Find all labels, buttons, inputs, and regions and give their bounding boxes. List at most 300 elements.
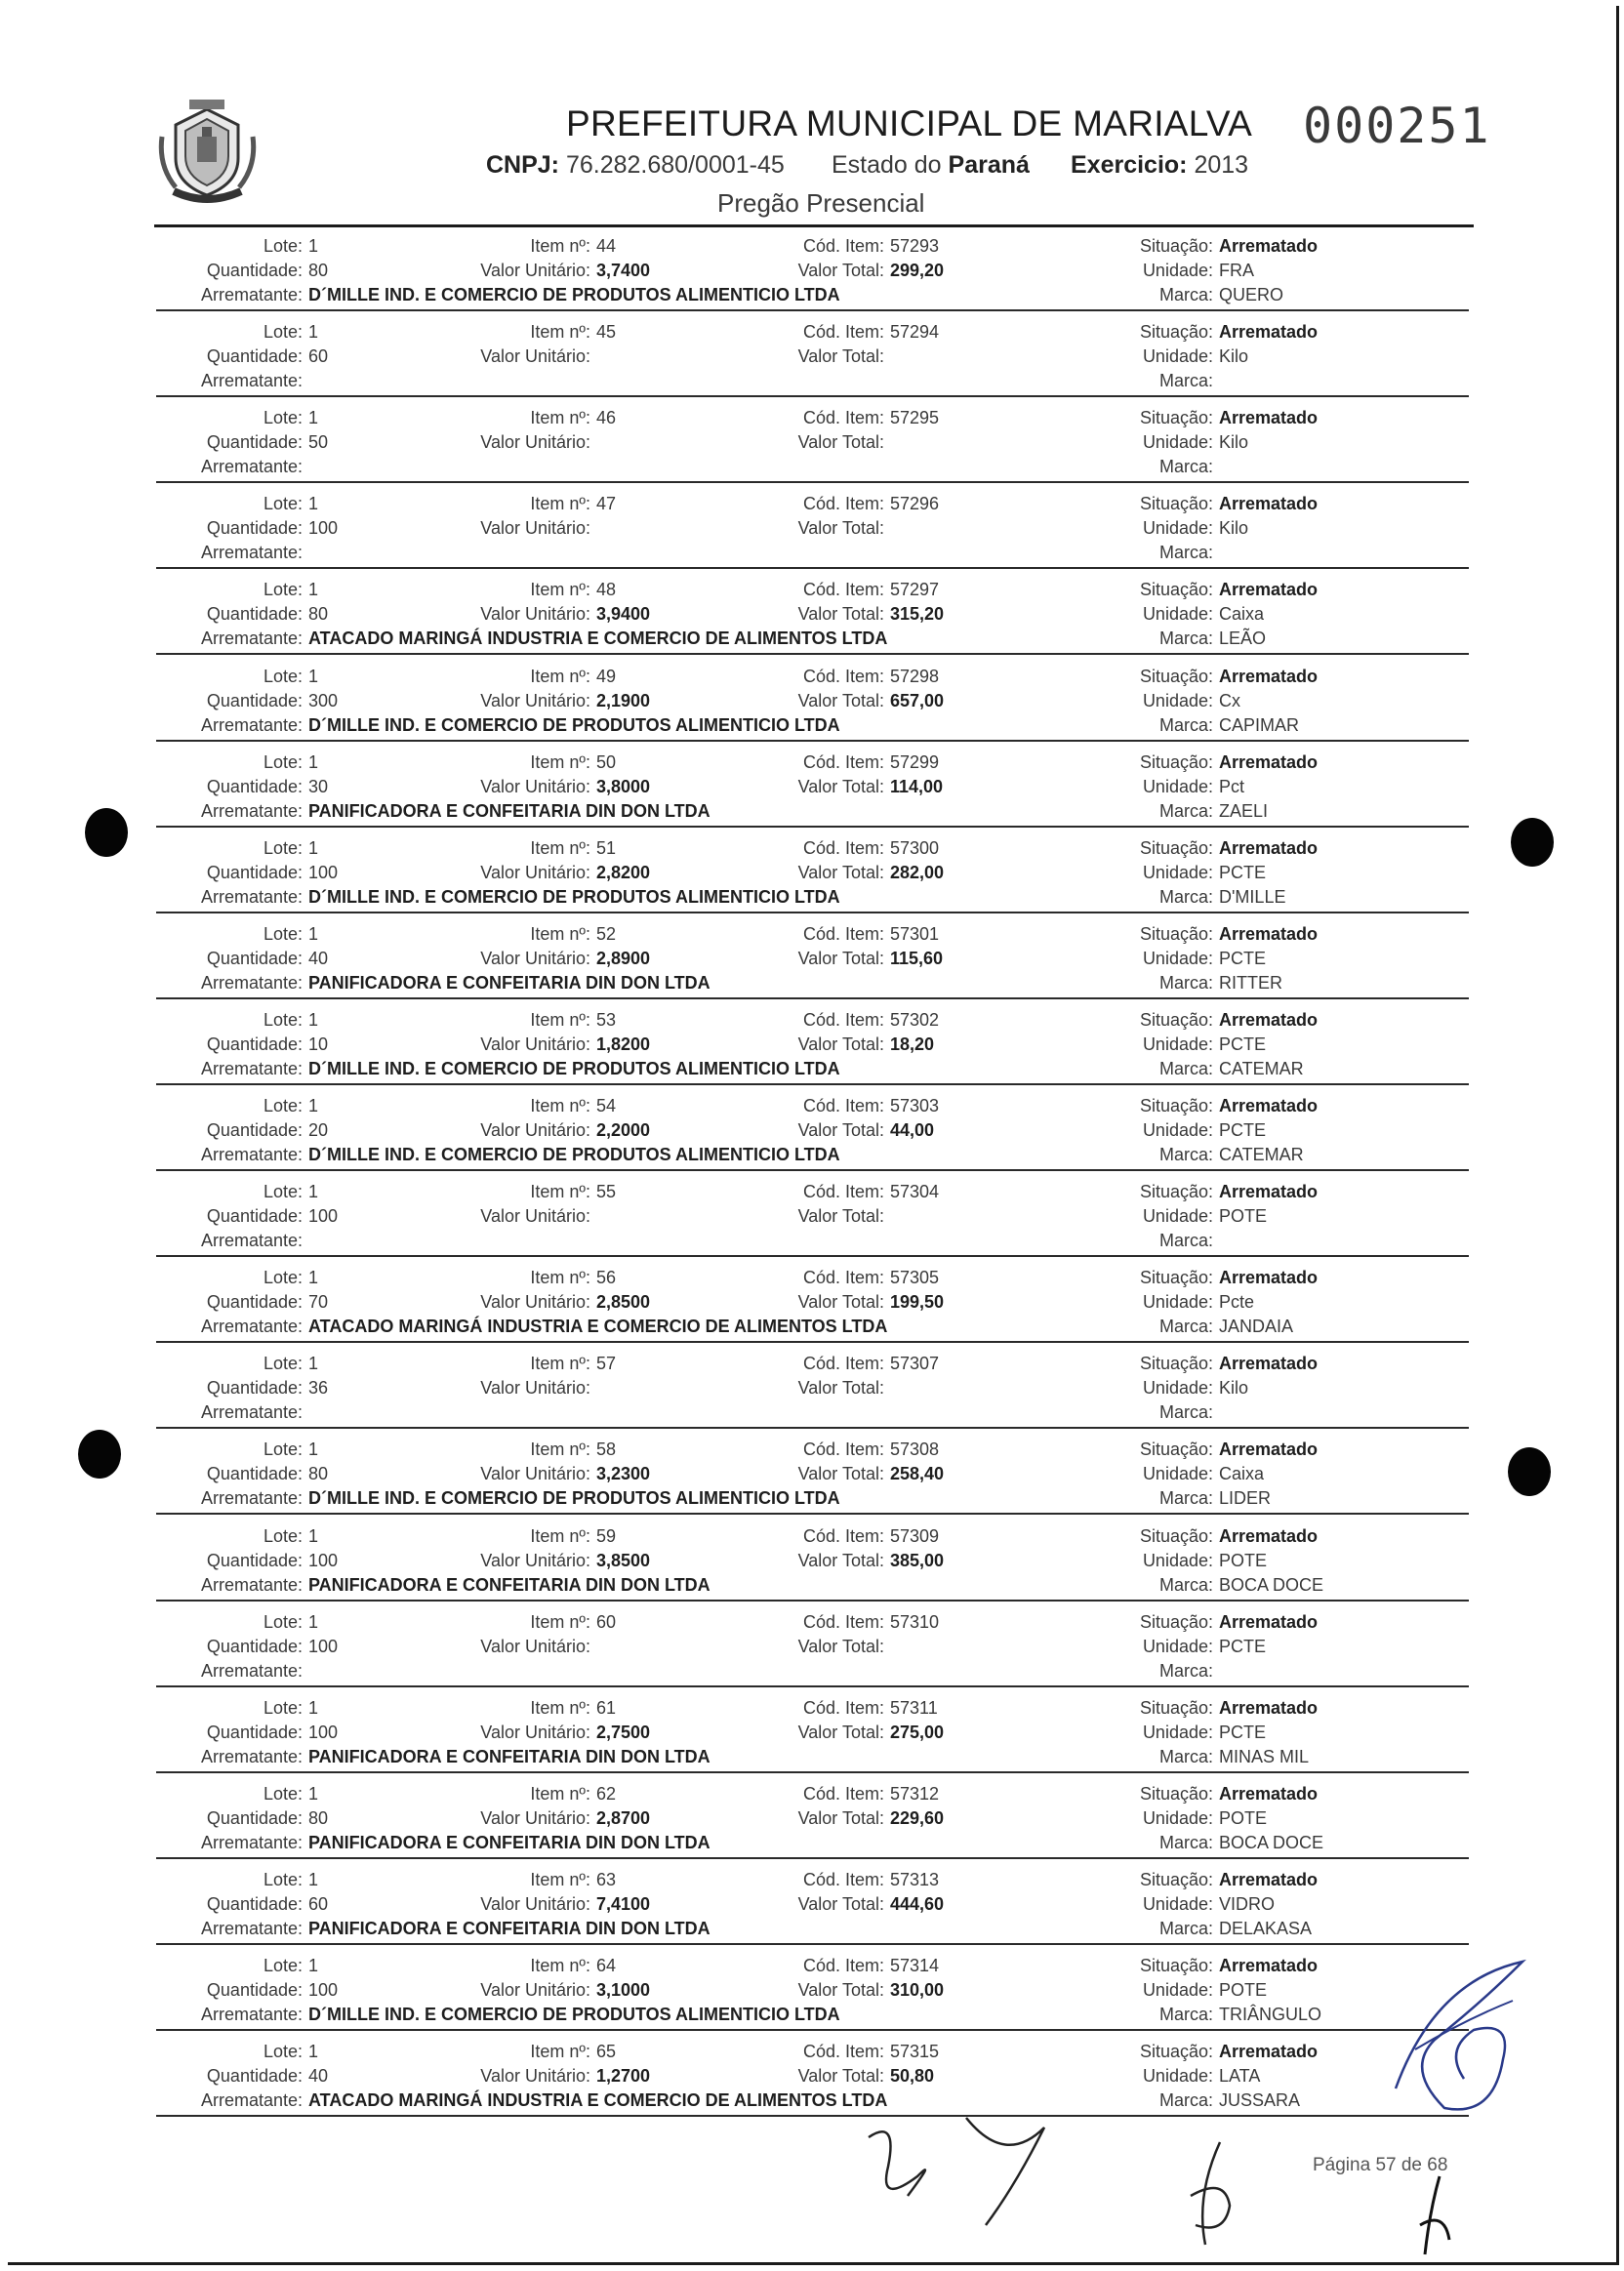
marca-label: Marca: bbox=[1158, 2090, 1213, 2111]
unidade-label: Unidade: bbox=[1142, 1550, 1213, 1570]
item-row bbox=[0, 230, 1624, 316]
lote-label: Lote: bbox=[263, 1869, 303, 1889]
field-valor-total bbox=[689, 432, 890, 453]
field-unidade bbox=[1018, 691, 1240, 711]
valor-total-label: Valor Total: bbox=[797, 1034, 884, 1054]
arrematante-label: Arrematante: bbox=[200, 1317, 303, 1337]
situacao-label: Situação: bbox=[1139, 923, 1213, 944]
field-cod-item bbox=[689, 1010, 939, 1031]
valor-unitario-value: 7,4100 bbox=[596, 1893, 651, 1914]
field-situacao bbox=[1018, 1440, 1318, 1460]
situacao-value: Arrematado bbox=[1219, 751, 1319, 772]
field-lote bbox=[107, 1010, 318, 1031]
marca-label: Marca: bbox=[1158, 1231, 1213, 1251]
valor-unitario-value: 3,2300 bbox=[596, 1464, 651, 1484]
row-divider bbox=[156, 1771, 1469, 1773]
arrematante-label: Arrematante: bbox=[200, 2090, 303, 2111]
situacao-label: Situação: bbox=[1139, 1783, 1213, 1804]
item-row bbox=[0, 1864, 1624, 1950]
field-valor-unitario bbox=[395, 949, 650, 969]
valor-unitario-value: 3,8000 bbox=[596, 776, 651, 796]
valor-unitario-value: 2,2000 bbox=[596, 1120, 651, 1140]
quantidade-label: Quantidade: bbox=[206, 1034, 303, 1054]
field-item bbox=[395, 1784, 616, 1805]
row-divider bbox=[156, 1255, 1469, 1257]
field-lote bbox=[107, 752, 318, 773]
lote-value: 1 bbox=[308, 1009, 319, 1030]
field-lote bbox=[107, 924, 318, 945]
cod-item-label: Cód. Item: bbox=[802, 1268, 884, 1288]
field-unidade bbox=[1018, 1034, 1266, 1055]
unidade-value: PCTE bbox=[1219, 1636, 1267, 1656]
quantidade-label: Quantidade: bbox=[206, 2066, 303, 2087]
field-arrematante bbox=[107, 887, 840, 908]
field-marca bbox=[1018, 543, 1219, 563]
item-value: 49 bbox=[596, 666, 617, 686]
valor-unitario-label: Valor Unitário: bbox=[480, 1980, 590, 2000]
valor-total-label: Valor Total: bbox=[797, 1893, 884, 1914]
marca-label: Marca: bbox=[1158, 371, 1213, 391]
marca-label: Marca: bbox=[1158, 1918, 1213, 1938]
valor-total-label: Valor Total: bbox=[797, 1722, 884, 1742]
field-unidade bbox=[1018, 1637, 1266, 1657]
marca-value: TRIÂNGULO bbox=[1219, 2005, 1322, 2024]
field-unidade bbox=[1018, 863, 1266, 883]
lote-label: Lote: bbox=[263, 1182, 303, 1202]
situacao-label: Situação: bbox=[1139, 1440, 1213, 1460]
field-cod-item bbox=[689, 1612, 939, 1633]
estado-value: Paraná bbox=[948, 151, 1030, 179]
field-situacao bbox=[1018, 580, 1318, 600]
valor-unitario-value: 1,8200 bbox=[596, 1034, 651, 1054]
field-valor-total bbox=[689, 2066, 934, 2087]
field-valor-unitario bbox=[395, 1206, 596, 1227]
item-row bbox=[0, 747, 1624, 832]
item-value: 52 bbox=[596, 923, 617, 944]
situacao-label: Situação: bbox=[1139, 1009, 1213, 1030]
valor-total-label: Valor Total: bbox=[797, 518, 884, 539]
cod-item-value: 57297 bbox=[890, 580, 940, 600]
situacao-value: Arrematado bbox=[1219, 1783, 1319, 1804]
marca-label: Marca: bbox=[1158, 1058, 1213, 1078]
field-valor-unitario bbox=[395, 1980, 650, 2001]
field-marca bbox=[1018, 1833, 1323, 1853]
field-valor-total bbox=[689, 1637, 890, 1657]
valor-unitario-label: Valor Unitário: bbox=[480, 1464, 590, 1484]
quantidade-value: 100 bbox=[308, 1206, 339, 1227]
field-situacao bbox=[1018, 236, 1318, 257]
signature-right-icon bbox=[1376, 1942, 1552, 2128]
field-valor-unitario bbox=[395, 1551, 650, 1571]
field-quantidade bbox=[107, 2066, 328, 2087]
field-quantidade bbox=[107, 691, 338, 711]
unidade-label: Unidade: bbox=[1142, 261, 1213, 280]
field-lote bbox=[107, 667, 318, 687]
item-value: 46 bbox=[596, 408, 617, 428]
field-quantidade bbox=[107, 1292, 328, 1313]
item-value: 50 bbox=[596, 751, 617, 772]
marca-label: Marca: bbox=[1158, 1574, 1213, 1595]
field-unidade bbox=[1018, 1980, 1267, 2001]
cod-item-label: Cód. Item: bbox=[802, 1956, 884, 1975]
arrematante-value: PANIFICADORA E CONFEITARIA DIN DON LTDA bbox=[308, 1574, 710, 1595]
header-divider bbox=[154, 224, 1474, 227]
field-valor-total bbox=[689, 1551, 944, 1571]
unidade-label: Unidade: bbox=[1142, 1722, 1213, 1742]
marca-value: LEÃO bbox=[1219, 629, 1267, 649]
lote-value: 1 bbox=[308, 1525, 319, 1546]
field-quantidade bbox=[107, 604, 328, 625]
lote-label: Lote: bbox=[263, 408, 303, 428]
valor-total-value: 114,00 bbox=[890, 776, 944, 796]
field-marca bbox=[1018, 1317, 1293, 1337]
field-item bbox=[395, 1870, 616, 1890]
field-lote bbox=[107, 1956, 318, 1976]
valor-total-value: 275,00 bbox=[890, 1722, 945, 1742]
lote-label: Lote: bbox=[263, 1783, 303, 1804]
valor-total-label: Valor Total: bbox=[797, 1550, 884, 1570]
situacao-label: Situação: bbox=[1139, 837, 1213, 858]
situacao-value: Arrematado bbox=[1219, 236, 1319, 256]
field-situacao bbox=[1018, 1354, 1318, 1374]
item-value: 55 bbox=[596, 1182, 617, 1202]
valor-unitario-value: 3,1000 bbox=[596, 1980, 651, 2000]
situacao-value: Arrematado bbox=[1219, 1182, 1319, 1202]
arrematante-value: ATACADO MARINGÁ INDUSTRIA E COMERCIO DE ALIMENTOS LTDA bbox=[308, 1317, 888, 1337]
field-unidade bbox=[1018, 346, 1248, 367]
item-value: 65 bbox=[596, 2042, 617, 2062]
cod-item-label: Cód. Item: bbox=[802, 1611, 884, 1632]
item-value: 45 bbox=[596, 322, 617, 343]
row-divider bbox=[156, 1513, 1469, 1515]
valor-total-label: Valor Total: bbox=[797, 2066, 884, 2087]
field-situacao bbox=[1018, 2042, 1318, 2062]
item-value: 56 bbox=[596, 1268, 617, 1288]
item-row bbox=[0, 1778, 1624, 1864]
situacao-label: Situação: bbox=[1139, 751, 1213, 772]
valor-unitario-label: Valor Unitário: bbox=[480, 1378, 590, 1399]
unidade-label: Unidade: bbox=[1142, 776, 1213, 796]
unidade-label: Unidade: bbox=[1142, 518, 1213, 539]
lote-label: Lote: bbox=[263, 923, 303, 944]
quantidade-label: Quantidade: bbox=[206, 862, 303, 882]
unidade-value: Pct bbox=[1219, 776, 1245, 796]
marca-value: QUERO bbox=[1219, 285, 1284, 304]
valor-unitario-label: Valor Unitário: bbox=[480, 1722, 590, 1742]
valor-unitario-label: Valor Unitário: bbox=[480, 2066, 590, 2087]
marca-value: MINAS MIL bbox=[1219, 1746, 1310, 1766]
signature-bottom-center-icon bbox=[859, 2108, 1093, 2235]
quantidade-label: Quantidade: bbox=[206, 1807, 303, 1828]
item-value: 48 bbox=[596, 580, 617, 600]
valor-unitario-label: Valor Unitário: bbox=[480, 604, 590, 625]
cod-item-label: Cód. Item: bbox=[802, 751, 884, 772]
valor-total-value: 385,00 bbox=[890, 1550, 945, 1570]
field-unidade bbox=[1018, 949, 1266, 969]
valor-unitario-label: Valor Unitário: bbox=[480, 1807, 590, 1828]
valor-unitario-value: 2,8900 bbox=[596, 948, 651, 968]
situacao-value: Arrematado bbox=[1219, 1440, 1319, 1460]
quantidade-label: Quantidade: bbox=[206, 1550, 303, 1570]
lote-label: Lote: bbox=[263, 2042, 303, 2062]
cod-item-value: 57308 bbox=[890, 1440, 940, 1460]
field-marca bbox=[1018, 285, 1283, 305]
field-valor-unitario bbox=[395, 1637, 596, 1657]
unidade-label: Unidade: bbox=[1142, 1034, 1213, 1054]
item-label: Item nº: bbox=[530, 1096, 590, 1115]
valor-total-label: Valor Total: bbox=[797, 1807, 884, 1828]
row-divider bbox=[156, 1083, 1469, 1085]
marca-value: D'MILLE bbox=[1219, 886, 1286, 907]
item-value: 62 bbox=[596, 1783, 617, 1804]
row-divider bbox=[156, 2029, 1469, 2031]
field-situacao bbox=[1018, 1612, 1318, 1633]
field-arrematante bbox=[107, 973, 710, 994]
field-marca bbox=[1018, 715, 1299, 736]
valor-total-value: 18,20 bbox=[890, 1034, 935, 1054]
arrematante-label: Arrematante: bbox=[200, 972, 303, 993]
field-item bbox=[395, 322, 616, 343]
item-label: Item nº: bbox=[530, 580, 590, 600]
arrematante-label: Arrematante: bbox=[200, 1574, 303, 1595]
field-valor-unitario bbox=[395, 1378, 596, 1399]
punch-hole bbox=[1511, 818, 1554, 867]
field-lote bbox=[107, 1870, 318, 1890]
quantidade-value: 100 bbox=[308, 862, 339, 882]
item-row bbox=[0, 1176, 1624, 1262]
item-row bbox=[0, 661, 1624, 747]
field-cod-item bbox=[689, 1870, 939, 1890]
field-lote bbox=[107, 408, 318, 428]
field-quantidade bbox=[107, 518, 338, 539]
field-item bbox=[395, 924, 616, 945]
field-item bbox=[395, 1526, 616, 1547]
field-unidade bbox=[1018, 1120, 1266, 1141]
cnpj-label: CNPJ: bbox=[486, 151, 560, 179]
lote-value: 1 bbox=[308, 1869, 319, 1889]
field-valor-unitario bbox=[395, 604, 650, 625]
field-item bbox=[395, 1182, 616, 1202]
lote-value: 1 bbox=[308, 1956, 319, 1975]
lote-value: 1 bbox=[308, 1697, 319, 1718]
lote-value: 1 bbox=[308, 2042, 319, 2062]
valor-total-label: Valor Total: bbox=[797, 1980, 884, 2000]
field-arrematante bbox=[107, 1661, 308, 1682]
cod-item-value: 57294 bbox=[890, 322, 940, 343]
field-arrematante bbox=[107, 1919, 710, 1939]
valor-unitario-label: Valor Unitário: bbox=[480, 690, 590, 710]
situacao-label: Situação: bbox=[1139, 494, 1213, 514]
marca-value: JUSSARA bbox=[1219, 2090, 1301, 2111]
field-lote bbox=[107, 838, 318, 859]
quantidade-value: 300 bbox=[308, 690, 339, 710]
marca-label: Marca: bbox=[1158, 285, 1213, 304]
quantidade-value: 50 bbox=[308, 432, 329, 453]
field-item bbox=[395, 236, 616, 257]
lote-label: Lote: bbox=[263, 1440, 303, 1460]
lote-value: 1 bbox=[308, 1268, 319, 1288]
field-item bbox=[395, 1612, 616, 1633]
unidade-value: Kilo bbox=[1219, 1378, 1249, 1399]
cod-item-label: Cód. Item: bbox=[802, 1440, 884, 1460]
field-item bbox=[395, 408, 616, 428]
field-item bbox=[395, 838, 616, 859]
valor-total-value: 50,80 bbox=[890, 2066, 935, 2087]
lote-label: Lote: bbox=[263, 666, 303, 686]
field-valor-total bbox=[689, 863, 944, 883]
valor-unitario-label: Valor Unitário: bbox=[480, 261, 590, 280]
situacao-value: Arrematado bbox=[1219, 1009, 1319, 1030]
field-valor-total bbox=[689, 1723, 944, 1743]
field-arrematante bbox=[107, 1488, 840, 1509]
arrematante-value: D´MILLE IND. E COMERCIO DE PRODUTOS ALIMENTICIO LTDA bbox=[308, 886, 840, 907]
unidade-value: POTE bbox=[1219, 1980, 1268, 2000]
row-divider bbox=[156, 997, 1469, 999]
arrematante-value: D´MILLE IND. E COMERCIO DE PRODUTOS ALIMENTICIO LTDA bbox=[308, 1145, 840, 1164]
lote-value: 1 bbox=[308, 1611, 319, 1632]
valor-unitario-label: Valor Unitário: bbox=[480, 518, 590, 539]
unidade-label: Unidade: bbox=[1142, 604, 1213, 625]
field-valor-total bbox=[689, 1034, 934, 1055]
situacao-label: Situação: bbox=[1139, 1956, 1213, 1975]
field-arrematante bbox=[107, 1317, 887, 1337]
unidade-value: FRA bbox=[1219, 261, 1254, 280]
item-row bbox=[0, 832, 1624, 918]
field-lote bbox=[107, 1526, 318, 1547]
situacao-value: Arrematado bbox=[1219, 1697, 1319, 1718]
cod-item-value: 57295 bbox=[890, 408, 940, 428]
valor-unitario-label: Valor Unitário: bbox=[480, 432, 590, 453]
valor-unitario-value: 2,8500 bbox=[596, 1292, 651, 1313]
marca-label: Marca: bbox=[1158, 886, 1213, 907]
field-situacao bbox=[1018, 1698, 1318, 1719]
quantidade-value: 100 bbox=[308, 1722, 339, 1742]
marca-label: Marca: bbox=[1158, 1488, 1213, 1509]
punch-hole bbox=[85, 808, 128, 857]
situacao-value: Arrematado bbox=[1219, 580, 1319, 600]
signature-initial-small-icon bbox=[1415, 2171, 1454, 2259]
field-arrematante bbox=[107, 801, 710, 822]
marca-value: CATEMAR bbox=[1219, 1058, 1304, 1078]
marca-label: Marca: bbox=[1158, 800, 1213, 821]
page-stamp-number: 000251 bbox=[1303, 98, 1491, 154]
quantidade-value: 30 bbox=[308, 776, 329, 796]
field-lote bbox=[107, 1784, 318, 1805]
marca-value: CAPIMAR bbox=[1219, 714, 1300, 735]
item-row bbox=[0, 316, 1624, 402]
quantidade-label: Quantidade: bbox=[206, 1893, 303, 1914]
field-valor-unitario bbox=[395, 1120, 650, 1141]
lote-label: Lote: bbox=[263, 1009, 303, 1030]
modality-label: Pregão Presencial bbox=[717, 188, 925, 218]
quantidade-label: Quantidade: bbox=[206, 1206, 303, 1227]
quantidade-value: 80 bbox=[308, 261, 329, 280]
valor-unitario-value: 2,7500 bbox=[596, 1722, 651, 1742]
situacao-value: Arrematado bbox=[1219, 408, 1319, 428]
field-unidade bbox=[1018, 1292, 1254, 1313]
field-valor-unitario bbox=[395, 2066, 650, 2087]
field-unidade bbox=[1018, 1464, 1264, 1484]
field-valor-total bbox=[689, 1120, 934, 1141]
valor-total-value: 657,00 bbox=[890, 690, 945, 710]
field-situacao bbox=[1018, 1870, 1318, 1890]
lote-value: 1 bbox=[308, 1440, 319, 1460]
field-unidade bbox=[1018, 1894, 1275, 1915]
situacao-label: Situação: bbox=[1139, 1697, 1213, 1718]
quantidade-value: 40 bbox=[308, 948, 329, 968]
valor-unitario-label: Valor Unitário: bbox=[480, 776, 590, 796]
lote-value: 1 bbox=[308, 1354, 319, 1374]
field-valor-unitario bbox=[395, 1723, 650, 1743]
field-arrematante bbox=[107, 715, 840, 736]
marca-label: Marca: bbox=[1158, 714, 1213, 735]
valor-unitario-value: 2,1900 bbox=[596, 690, 651, 710]
field-valor-unitario bbox=[395, 261, 650, 281]
field-unidade bbox=[1018, 1808, 1267, 1829]
field-arrematante bbox=[107, 1833, 710, 1853]
field-lote bbox=[107, 1698, 318, 1719]
field-marca bbox=[1018, 1919, 1312, 1939]
item-label: Item nº: bbox=[530, 666, 590, 686]
situacao-label: Situação: bbox=[1139, 322, 1213, 343]
field-unidade bbox=[1018, 518, 1248, 539]
row-divider bbox=[156, 1857, 1469, 1859]
lote-label: Lote: bbox=[263, 494, 303, 514]
marca-label: Marca: bbox=[1158, 1660, 1213, 1681]
unidade-value: Kilo bbox=[1219, 432, 1249, 453]
item-value: 53 bbox=[596, 1009, 617, 1030]
field-valor-total bbox=[689, 1808, 944, 1829]
cnpj-value: 76.282.680/0001-45 bbox=[565, 151, 785, 179]
valor-unitario-value: 2,8200 bbox=[596, 862, 651, 882]
unidade-value: POTE bbox=[1219, 1807, 1268, 1828]
field-arrematante bbox=[107, 2090, 887, 2111]
marca-label: Marca: bbox=[1158, 1832, 1213, 1852]
field-valor-unitario bbox=[395, 1894, 650, 1915]
item-label: Item nº: bbox=[530, 837, 590, 858]
lote-label: Lote: bbox=[263, 1956, 303, 1975]
unidade-label: Unidade: bbox=[1142, 948, 1213, 968]
municipal-crest-icon bbox=[156, 98, 259, 205]
item-label: Item nº: bbox=[530, 408, 590, 428]
row-divider bbox=[156, 740, 1469, 742]
situacao-value: Arrematado bbox=[1219, 494, 1319, 514]
unidade-label: Unidade: bbox=[1142, 862, 1213, 882]
field-situacao bbox=[1018, 1526, 1318, 1547]
unidade-label: Unidade: bbox=[1142, 1292, 1213, 1313]
field-item bbox=[395, 1010, 616, 1031]
field-cod-item bbox=[689, 924, 939, 945]
lote-value: 1 bbox=[308, 837, 319, 858]
arrematante-label: Arrematante: bbox=[200, 1402, 303, 1423]
item-value: 63 bbox=[596, 1869, 617, 1889]
field-situacao bbox=[1018, 1182, 1318, 1202]
field-lote bbox=[107, 1440, 318, 1460]
item-row bbox=[0, 1606, 1624, 1692]
signature-initials-icon bbox=[1176, 2137, 1254, 2254]
unidade-label: Unidade: bbox=[1142, 432, 1213, 453]
lote-value: 1 bbox=[308, 923, 319, 944]
valor-unitario-value: 1,2700 bbox=[596, 2066, 651, 2087]
marca-label: Marca: bbox=[1158, 457, 1213, 477]
quantidade-label: Quantidade: bbox=[206, 1120, 303, 1140]
item-label: Item nº: bbox=[530, 1268, 590, 1288]
lote-label: Lote: bbox=[263, 1611, 303, 1632]
field-arrematante bbox=[107, 1575, 710, 1596]
cod-item-label: Cód. Item: bbox=[802, 408, 884, 428]
field-cod-item bbox=[689, 1096, 939, 1116]
unidade-value: LATA bbox=[1219, 2066, 1261, 2087]
